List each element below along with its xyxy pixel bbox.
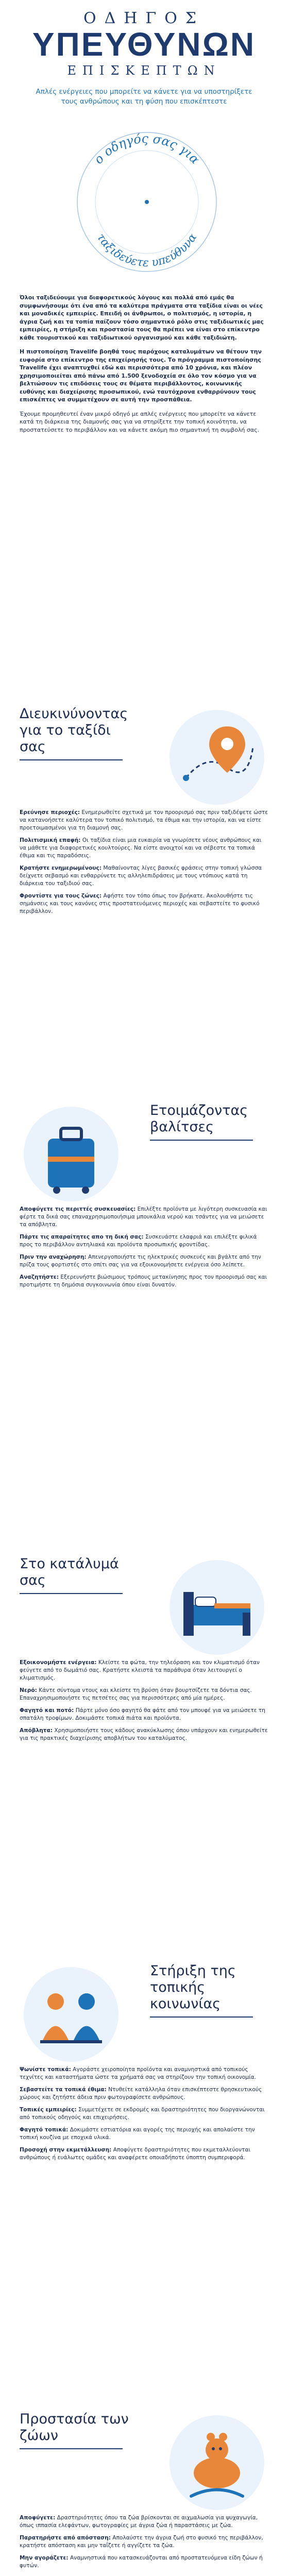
- intro: [0, 289, 288, 434]
- section-paragraph: [20, 1274, 268, 1289]
- section-title-underline: [20, 1593, 123, 1594]
- paragraph-heading: Τοπικές εμπειρίες:: [20, 2107, 77, 2113]
- section-title-underline: [20, 759, 123, 760]
- section-title-underline: [150, 2016, 253, 2018]
- section-paragraph: [20, 2126, 268, 2142]
- paragraph-heading: Πολιτισμική επαφή:: [20, 837, 81, 843]
- paragraph-text: Αφήστε τον τόπο όπως τον βρήκατε. Ακολουθήστε τις σημάνσεις και τους κανόνες στις προστατευόμενες περιοχές και σεβαστείτε το φυσικό περιβάλλον.: [20, 893, 260, 914]
- map-pin-icon: [165, 706, 268, 809]
- paragraph-heading: Πάρτε τις απαραίτητες απο τη δική σας:: [20, 1234, 144, 1240]
- section-paragraph: [20, 837, 268, 860]
- paragraph-heading: Νερό:: [20, 1687, 37, 1693]
- suitcase-icon: [20, 1103, 123, 1206]
- bed-icon: [165, 1556, 268, 1659]
- paragraph-heading: Απόβλητα:: [20, 1727, 53, 1734]
- paragraph-text: Εξερευνήστε βιώσιμους τρόπους μετακίνησης προς τον προορισμό σας και προτιμήστε τη δημόσια συγκοινωνία όπου είναι δυνατόν.: [20, 1274, 267, 1288]
- section-paragraph: [20, 1727, 268, 1742]
- section-header: [20, 706, 268, 809]
- section-title: Διευκινύνοντας για το ταξίδι σας: [20, 706, 128, 755]
- section-paragraph: [20, 2514, 268, 2530]
- paragraph-text: Ντυθείτε κατάλληλα όταν επισκέπτεστε θρησκευτικούς χώρους και ζητήστε άδεια πριν φωτογραφίσετε ανθρώπους.: [20, 2087, 262, 2100]
- paragraph-text: Συμμετέχετε σε εκδρομές και δραστηριότητες που διοργανώνονται από τοπικούς οδηγούς και επιχειρήσεις.: [20, 2107, 265, 2121]
- paragraph-text: Κάντε σύντομα ντους και κλείστε τη βρύση όταν βουρτσίζετε τα δόντια σας. Επαναχρησιμοποιήστε τις πετσέτες σας για περισσότερες από μία ημέρες.: [20, 1687, 252, 1701]
- section-title-box: [20, 1556, 138, 1602]
- intro-paragraph-2: Έχουμε προμηθευτεί έναν μικρό οδηγό με απλές ενέργειες που μπορείτε να κάνετε κατά τη διάρκεια της διαμονής σας για να στηρίξετε την τοπική κοινότητα, να προστατεύσετε το περιβάλλον και να κάνετε ακόμη πιο σημαντική τη συμβολή σας.: [20, 410, 260, 433]
- section-paragraph: [20, 2534, 268, 2550]
- section-title-box: [150, 1963, 268, 2026]
- section-paragraph: [20, 1687, 268, 1702]
- paragraph-heading: Μην αγοράζετε:: [20, 2555, 69, 2561]
- section-holiday: [0, 706, 288, 920]
- section-title-underline: [20, 2448, 123, 2449]
- section-paragraph: [20, 809, 268, 832]
- section-title: Ετοιμάζοντας βαλίτσες: [150, 1103, 248, 1135]
- circle-text-bottom: ταξιδεύετε υπεύθυνα: [94, 231, 200, 270]
- circle-text-top: ο οδηγός σας για: [91, 131, 202, 167]
- paragraph-heading: Αναζητήστε:: [20, 1274, 59, 1280]
- section-paragraph: [20, 1206, 268, 1229]
- section-stay: [0, 1556, 288, 1747]
- paragraph-heading: Αποφύγετε τις περιττές συσκευασίες:: [20, 1206, 136, 1212]
- paragraph-text: Επιλέξτε προϊόντα με λιγότερη συσκευασία και φέρτε τα δικά σας επαναχρησιμοποιήσιμα μπουκάλια νερού και τσάντες για να μειώσετε τα απόβλητα.: [20, 1206, 267, 1228]
- section-community: [0, 1963, 288, 2166]
- paragraph-heading: Αποφύγετε:: [20, 2515, 56, 2521]
- paragraph-text: Αγοράστε χειροποίητα προϊόντα και αναμνηστικά από τοπικούς τεχνίτες και καταστήματα ώστε τα χρήματά σας να στηρίζουν την τοπική οικονομία.: [20, 2066, 256, 2080]
- paragraph-heading: Φαγητό τοπικά:: [20, 2127, 69, 2133]
- title-under: ΕΠΙΣΚΕΠΤΩΝ: [67, 63, 221, 78]
- paragraph-text: Συσκευάστε ελαφριά και επιλέξτε φιλικά προς το περιβάλλον αντηλιακά και προϊόντα προσωπικής φροντίδας.: [20, 1234, 257, 1248]
- section-title: Στο κατάλυμά σας: [20, 1556, 119, 1588]
- community-icon: [20, 1963, 123, 2066]
- section-title-box: [20, 2411, 138, 2458]
- paragraph-heading: Ψωνίστε τοπικά:: [20, 2066, 71, 2073]
- paragraph-text: Αναμνηστικά που κατασκευάζονται από προστατευόμενα είδη ζώων ή φυτών.: [20, 2555, 263, 2569]
- paragraph-text: Απολαύστε την άγρια ζωή στο φυσικό της περιβάλλον, κρατήστε απόσταση και μην ταΐζετε ή αγγίζετε τα ζώα.: [20, 2535, 263, 2549]
- paragraph-heading: Ερεύνησε περιοχές:: [20, 809, 80, 816]
- paragraph-heading: Φροντίστε για τους ζώνες:: [20, 893, 102, 899]
- section-title-box: [20, 706, 138, 769]
- section-animals: [0, 2411, 288, 2574]
- section-header: [20, 2411, 268, 2514]
- paragraph-text: Κλείστε τα φώτα, την τηλεόραση και τον κλιματισμό όταν φεύγετε από το δωμάτιό σας. Κρατήστε κλειστά τα παράθυρα όταν λειτουργεί ο κλιματισμός.: [20, 1659, 260, 1681]
- tagline: Απλές ενέργειες που μπορείτε να κάνετε για να υποστηρίξετε τους ανθρώπους και τη φύση που επισκέπτεστε: [36, 88, 252, 106]
- paragraph-text: Δοκιμάστε εστιατόρια και αγορές της περιοχής και απολαύστε την τοπική κουζίνα με εποχικά υλικά.: [20, 2127, 255, 2141]
- section-paragraph: [20, 892, 268, 916]
- section-packing: [0, 1103, 288, 1294]
- circle-badge-svg: [62, 120, 232, 279]
- header-circle-badge: [62, 120, 232, 279]
- header: [0, 0, 288, 289]
- section-title-box: [150, 1103, 268, 1149]
- paragraph-heading: Πριν την αναχώρηση:: [20, 1254, 87, 1260]
- section-paragraph: [20, 2146, 268, 2162]
- paragraph-heading: Εξοικονομήστε ενέργεια:: [20, 1659, 97, 1666]
- section-paragraph: [20, 2086, 268, 2102]
- paragraph-heading: Παρατηρήστε από απόσταση:: [20, 2535, 111, 2541]
- paragraph-text: Ενημερωθείτε σχετικά με τον προορισμό σας πριν ταξιδέψετε ώστε να κατανοήσετε καλύτερα τον τοπικό πολιτισμό, τα έθιμα και την ιστορία, και να είστε προετοιμασμένοι για τη διαμονή σας.: [20, 809, 268, 831]
- section-title: Προστασία των ζώων: [20, 2411, 129, 2444]
- section-paragraph: [20, 1659, 268, 1682]
- section-paragraph: [20, 865, 268, 888]
- paragraph-text: Χρησιμοποιήστε τους κάδους ανακύκλωσης όπου υπάρχουν και ενημερωθείτε για τις πρακτικές διαχείρισης αποβλήτων του καταλύματος.: [20, 1727, 268, 1741]
- paragraph-heading: Σεβαστείτε τα τοπικά έθιμα:: [20, 2087, 107, 2093]
- section-header: [20, 1963, 268, 2066]
- paragraph-heading: Φαγητό και ποτό:: [20, 1707, 74, 1714]
- intro-lead: Όλοι ταξιδεύουμε για διαφορετικούς λόγους και πολλά από εμάς θα συμφωνήσουμε ότι ένα από τα καλύτερα πράγματα στα ταξίδια είναι οι νέες και μοναδικές εμπειρίες. Επειδή οι άνθρωποι, ο πολιτισμός, η ιστορία, η άγρια ζωή και τα τοπία παίζουν τόσο σημαντικό ρόλο στις ταξιδιωτικές μας εμπειρίες, η στήριξη και προστασία τους θα πρέπει να είναι στο επίκεντρο κάθε τουριστικού και ταξιδιωτικού οργανισμού και κάθε ταξιδιώτη.: [20, 294, 264, 341]
- section-paragraph: [20, 2554, 268, 2570]
- paragraph-text: Αποφύγετε δραστηριότητες που εκμεταλλεύονται ανθρώπους ή ευάλωτες ομάδες και αναφέρετε οποιαδήποτε ύποπτη συμπεριφορά.: [20, 2147, 250, 2161]
- section-paragraph: [20, 1707, 268, 1722]
- intro-paragraph-1: Η πιστοποίηση Travelife βοηθά τους παρόχους καταλυμάτων να θέτουν την ευφορία στο επίκεντρο της επιχείρησής τους. Το πρόγραμμα πιστοποίησης Travelife έχει αναπτυχθεί εδώ και περισσότερα από 10 χρόνια, και πλέον χρησιμοποιείται από πάνω από 1.500 ξενοδοχεία σε όλο τον κόσμο για να βελτιώσουν τις επιδόσεις τους σε θέματα περιβάλλοντος, κοινωνικής ευθύνης και διαχείρισης προσωπικού, ενώ ταυτόχρονα ενθαρρύνουν τους επισκέπτες να συμμετέχουν σε αυτή την προσπάθεια.: [20, 348, 262, 403]
- title-over: ΟΔΗΓΟΣ: [83, 9, 205, 27]
- title-main: ΥΠΕΥΘΥΝΩΝ: [32, 26, 256, 63]
- paragraph-text: Μαθαίνοντας λίγες βασικές φράσεις στην τοπική γλώσσα δείχνετε σεβασμό και ενθαρρύνετε τις αλληλεπιδράσεις με τους ντόπιους κατά τη διάρκεια του ταξιδιού σας.: [20, 865, 262, 887]
- paragraph-heading: Κρατήστε ενημερωμένους:: [20, 865, 101, 871]
- section-paragraph: [20, 2106, 268, 2122]
- paragraph-text: Πάρτε μόνο όσο φαγητό θα φάτε από τον μπουφέ για να μειώσετε τη σπατάλη τροφίμων. Δοκιμάστε τοπικά πιάτα και προϊόντα.: [20, 1707, 265, 1721]
- section-header: [20, 1103, 268, 1206]
- paragraph-heading: Προσοχή στην εκμετάλλευση:: [20, 2147, 112, 2153]
- paragraph-text: Οι ταξίδια είναι μια ευκαιρία να γνωρίσετε νέους ανθρώπους και να μάθετε για διαφορετικές κουλτούρες. Να είστε ανοιχτοί και να σέβεστε τα τοπικά έθιμα και τις παραδόσεις.: [20, 837, 262, 859]
- section-header: [20, 1556, 268, 1659]
- section-paragraph: [20, 1233, 268, 1249]
- section-title: Στήριξη της τοπικής κοινωνίας: [150, 1963, 236, 2012]
- paragraph-text: Δραστηριότητες όπου τα ζώα βρίσκονται σε αιχμαλωσία για ψυχαγωγία, όπως ιππασία ελεφάντων, φωτογραφίες με άγρια ζώα ή παραστάσεις με ζώα.: [20, 2515, 258, 2529]
- animal-care-icon: [165, 2411, 268, 2514]
- section-paragraph: [20, 2066, 268, 2081]
- section-title-underline: [150, 1140, 253, 1141]
- paragraph-text: Απενεργοποιήστε τις ηλεκτρικές συσκευές και βγάλτε από την πρίζα τους φορτιστές στο σπίτι σας για να εξοικονομήσετε ενέργεια όσο λείπετε.: [20, 1254, 261, 1268]
- section-paragraph: [20, 1253, 268, 1269]
